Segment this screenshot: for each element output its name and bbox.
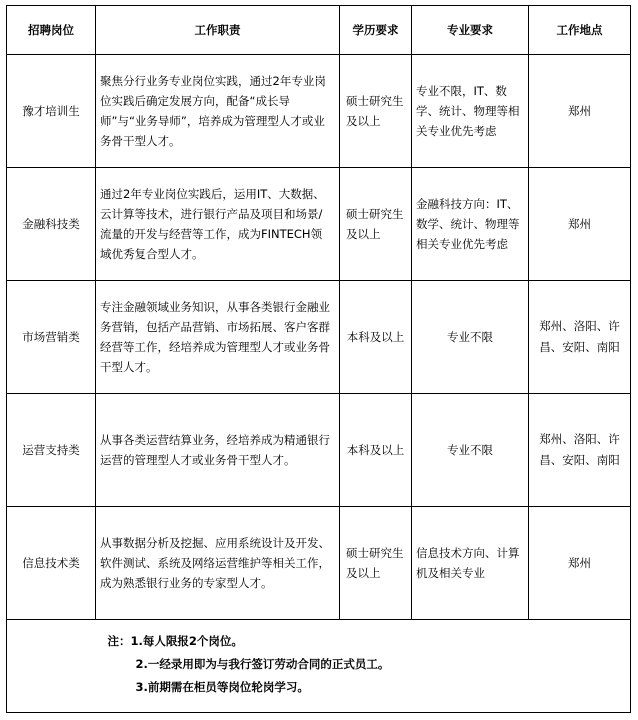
notes-list xyxy=(108,630,631,699)
notes-cell xyxy=(96,620,631,713)
notes-spacer-cell xyxy=(7,620,96,713)
location-cell: 郑州、洛阳、许昌、安阳、南阳 xyxy=(529,281,631,394)
major-cell: 专业不限 xyxy=(412,281,529,394)
location-cell: 郑州 xyxy=(529,55,631,168)
education-cell: 硕士研究生及以上 xyxy=(340,168,412,281)
location-cell: 郑州、洛阳、许昌、安阳、南阳 xyxy=(529,394,631,507)
header-major: 专业要求 xyxy=(412,6,529,55)
table-row xyxy=(7,281,631,394)
position-cell: 信息技术类 xyxy=(7,507,96,620)
note-item: 注：1.每人限报2个岗位。 xyxy=(107,634,243,648)
education-cell: 本科及以上 xyxy=(340,394,412,507)
education-cell: 本科及以上 xyxy=(340,281,412,394)
duty-cell: 专注金融领域业务知识，从事各类银行金融业务营销，包括产品营销、市场拓展、客户客群经营等工作，经培养成为管理型人才或业务骨干型人才。 xyxy=(96,281,340,394)
education-cell: 硕士研究生及以上 xyxy=(340,507,412,620)
table-row xyxy=(7,55,631,168)
table-row xyxy=(7,394,631,507)
header-location: 工作地点 xyxy=(529,6,631,55)
duty-cell: 通过2年专业岗位实践后，运用IT、大数据、云计算等技术，进行银行产品及项目和场景/流量的开发与经营等工作，成为FINTECH领域优秀复合型人才。 xyxy=(96,168,340,281)
notes-row xyxy=(7,620,631,713)
position-cell: 市场营销类 xyxy=(7,281,96,394)
header-row xyxy=(7,6,631,55)
table-row xyxy=(7,507,631,620)
recruitment-table xyxy=(6,5,631,713)
duty-cell: 聚焦分行业务专业岗位实践，通过2年专业岗位实践后确定发展方向，配备“成长导师”与“业务导师”，培养成为管理型人才或业务骨干型人才。 xyxy=(96,55,340,168)
major-cell: 专业不限，IT、数学、统计、物理等相关专业优先考虑 xyxy=(412,55,529,168)
major-cell: 信息技术方向、计算机及相关专业 xyxy=(412,507,529,620)
location-cell: 郑州 xyxy=(529,507,631,620)
duty-cell: 从事各类运营结算业务，经培养成为精通银行运营的管理型人才或业务骨干型人才。 xyxy=(96,394,340,507)
note-item: 3.前期需在柜员等岗位轮岗学习。 xyxy=(135,680,309,694)
header-education: 学历要求 xyxy=(340,6,412,55)
position-cell: 金融科技类 xyxy=(7,168,96,281)
major-cell: 金融科技方向：IT、数学、统计、物理等相关专业优先考虑 xyxy=(412,168,529,281)
education-cell: 硕士研究生及以上 xyxy=(340,55,412,168)
duty-cell: 从事数据分析及挖掘、应用系统设计及开发、软件测试、系统及网络运营维护等相关工作，成为熟悉银行业务的专家型人才。 xyxy=(96,507,340,620)
major-cell: 专业不限 xyxy=(412,394,529,507)
table-row xyxy=(7,168,631,281)
header-position: 招聘岗位 xyxy=(7,6,96,55)
position-cell: 豫才培训生 xyxy=(7,55,96,168)
position-cell: 运营支持类 xyxy=(7,394,96,507)
location-cell: 郑州 xyxy=(529,168,631,281)
header-duty: 工作职责 xyxy=(96,6,340,55)
note-item: 2.一经录用即为与我行签订劳动合同的正式员工。 xyxy=(135,657,390,671)
